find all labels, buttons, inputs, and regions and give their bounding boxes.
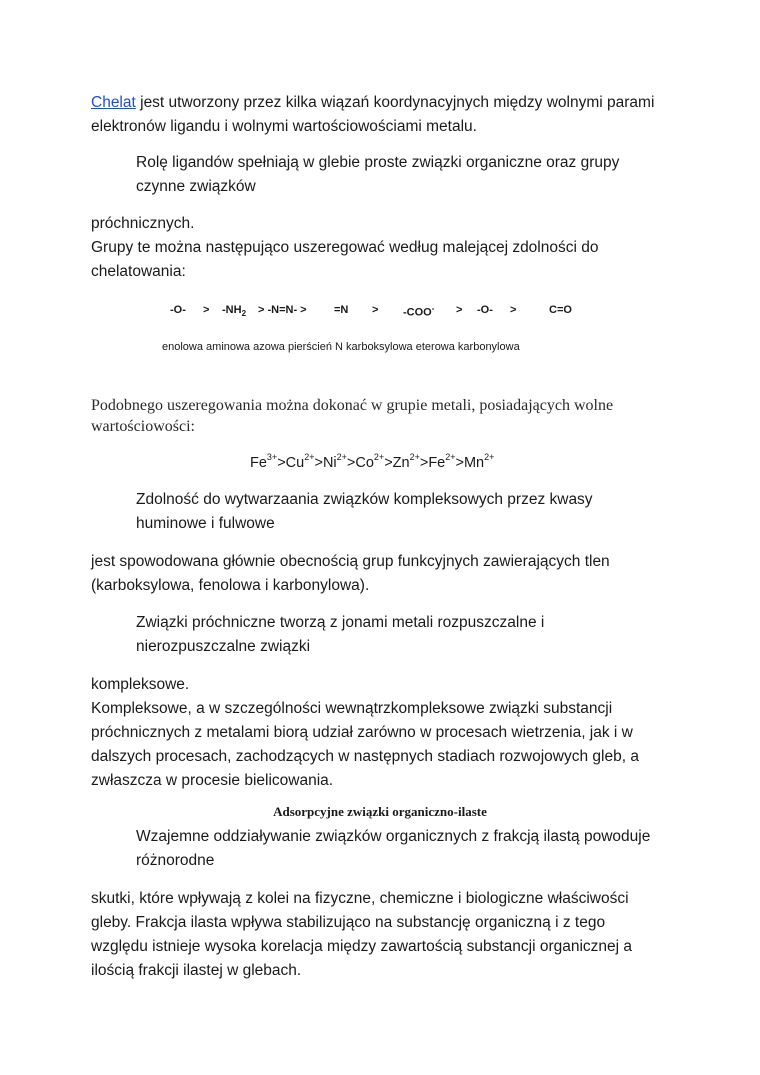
group-carboxyl: -COO-	[403, 304, 435, 319]
paragraph-line: Grupy te można następująco uszeregować według malejącej zdolności do	[91, 239, 599, 256]
chelat-link[interactable]: Chelat	[91, 94, 136, 111]
group-enol: -O-	[170, 304, 186, 316]
greater-than: >	[456, 304, 463, 316]
paragraph-line: Podobnego uszeregowania można dokonać w grupie metali, posiadających wolne	[91, 397, 614, 414]
metal-ion: $Cu^{2+}>$	[285, 452, 323, 471]
paragraph-line: Zdolność do wytwarzaania związków kompleksowych przez kwasy	[136, 491, 593, 508]
paragraph-line: próchnicznych.	[91, 215, 195, 232]
metal-ion: $Mn^{2+}$	[463, 452, 495, 471]
paragraph-text: jest utworzony przez kilka wiązań koordynacyjnych między wolnymi parami	[135, 94, 655, 111]
metal-ion: $Zn^{2+}>$	[392, 452, 429, 471]
paragraph-line: chelatowania:	[91, 263, 186, 280]
paragraph-line: nierozpuszczalne związki	[136, 638, 311, 655]
greater-than: >	[203, 304, 210, 316]
metal-ion: $Co^{2+}>$	[355, 452, 393, 471]
paragraph-line: kompleksowe.	[91, 676, 190, 693]
group-carbonyl: C=O	[549, 304, 572, 316]
paragraph-line: elektronów ligandu i wolnymi wartościowościami metalu.	[91, 118, 477, 135]
metal-series	[250, 452, 494, 471]
paragraph-line: ilością frakcji ilastej w glebach.	[91, 962, 302, 979]
paragraph-line: jest spowodowana głównie obecnością grup funkcyjnych zawierających tlen	[91, 553, 610, 570]
paragraph-line: Kompleksowe, a w szczególności wewnątrzkompleksowe związki substancji	[91, 700, 613, 717]
paragraph-line: huminowe i fulwowe	[136, 515, 275, 532]
paragraph-line: Związki próchniczne tworzą z jonami metali rozpuszczalne i	[136, 614, 545, 631]
paragraph-line: skutki, które wpływają z kolei na fizyczne, chemiczne i biologiczne właściwości	[91, 890, 629, 907]
paragraph-line: dalszych procesach, zachodzących w następnych stadiach rozwojowych gleb, a	[91, 748, 639, 765]
paragraph-line: względu istnieje wysoka korelacja między zawartością substancji organicznej a	[91, 938, 633, 955]
paragraph-line: próchnicznych z metalami biorą udział zarówno w procesach wietrzenia, jak i w	[91, 724, 633, 741]
metal-ion: $Fe^{2+}>$	[428, 452, 464, 471]
section-heading: Adsorpcyjne związki organiczno-ilaste	[273, 804, 487, 819]
paragraph-line: zwłaszcza w procesie bielicowania.	[91, 772, 334, 789]
paragraph-chelat	[91, 91, 654, 115]
paragraph-line: gleby. Frakcja ilasta wpływa stabilizująco na substancję organiczną i z tego	[91, 914, 606, 931]
greater-than: >	[372, 304, 379, 316]
group-amine: $-NH_2$	[222, 304, 247, 319]
group-ring-n: =N	[334, 304, 349, 316]
metal-ion: $Fe^{3+}>$	[250, 452, 286, 471]
paragraph-line: czynne związków	[136, 178, 256, 195]
group-labels: enolowa aminowa azowa pierścień N karboksylowa eterowa karbonylowa	[162, 341, 520, 353]
greater-than: >	[510, 304, 517, 316]
paragraph-line: Rolę ligandów spełniają w glebie proste związki organiczne oraz grupy	[136, 154, 620, 171]
group-azo: > -N=N- >	[258, 304, 307, 316]
paragraph-line: Wzajemne oddziaływanie związków organicznych z frakcją ilastą powoduje	[136, 828, 651, 845]
metal-ion: $Ni^{2+}>$	[322, 452, 356, 471]
group-ether: -O-	[477, 304, 493, 316]
paragraph-line: wartościowości:	[91, 418, 195, 435]
paragraph-line: (karboksylowa, fenolowa i karbonylowa).	[91, 577, 370, 594]
paragraph-line: różnorodne	[136, 852, 215, 869]
